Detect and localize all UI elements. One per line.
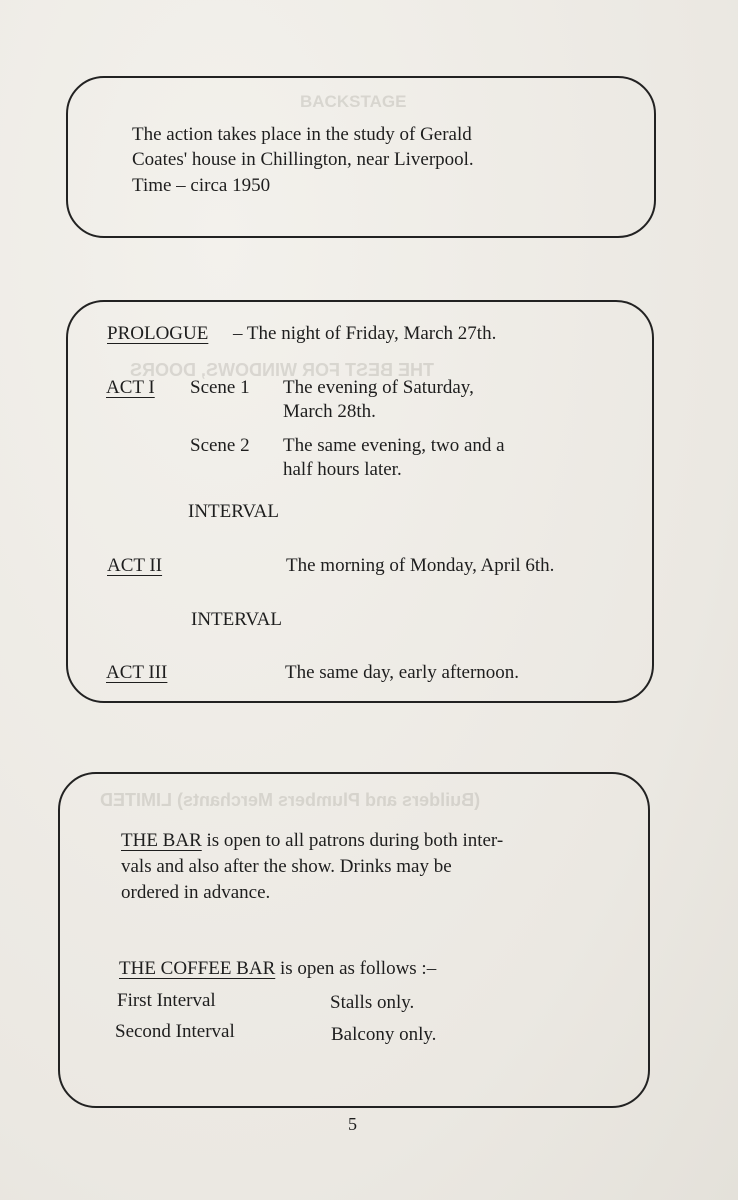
setting-line-3: Time – circa 1950 xyxy=(132,175,271,196)
act2-label: ACT II xyxy=(107,555,163,576)
prologue-label: PROLOGUE xyxy=(107,323,209,344)
bar-info-box xyxy=(58,772,650,1108)
reverse-show-through: (Builders and Plumbers Merchants) LIMITED xyxy=(100,790,481,810)
act3-label: ACT III xyxy=(106,662,168,683)
bar-line-1-rest: is open to all patrons during both inter- xyxy=(206,830,504,851)
act3-text: The same day, early afternoon. xyxy=(285,662,520,683)
reverse-show-through: THE BEST FOR WINDOWS, DOORS xyxy=(130,360,434,380)
interval-1: INTERVAL xyxy=(188,501,280,522)
bar-line-1 xyxy=(121,829,503,853)
coffee-bar-label: THE COFFEE BAR xyxy=(119,958,276,979)
act1-scene2-label: Scene 2 xyxy=(190,435,250,456)
setting-line-1: The action takes place in the study of Gerald xyxy=(132,124,472,145)
page-number: 5 xyxy=(348,1114,357,1134)
act1-scene2-line2: half hours later. xyxy=(283,459,402,480)
bar-label: THE BAR xyxy=(121,830,202,851)
act1-label: ACT I xyxy=(106,377,155,398)
act1-scene2-line1: The same evening, two and a xyxy=(283,435,505,456)
act1-scene1-line1: The evening of Saturday, xyxy=(283,377,474,398)
coffee-bar-line xyxy=(119,957,436,981)
prologue-text: – The night of Friday, March 27th. xyxy=(233,323,497,344)
second-interval-label: Second Interval xyxy=(115,1021,235,1042)
reverse-show-through: BACKSTAGE xyxy=(300,92,407,111)
second-interval-value: Balcony only. xyxy=(331,1024,437,1045)
act1-scene1-label: Scene 1 xyxy=(190,377,250,398)
setting-line-2: Coates' house in Chillington, near Liverpool. xyxy=(132,149,474,170)
first-interval-value: Stalls only. xyxy=(330,992,415,1013)
act1-scene1-line2: March 28th. xyxy=(283,401,376,422)
first-interval-label: First Interval xyxy=(117,990,216,1011)
coffee-bar-rest: is open as follows :– xyxy=(280,958,437,979)
acts-box xyxy=(66,300,654,703)
act2-text: The morning of Monday, April 6th. xyxy=(286,555,555,576)
bar-line-3: ordered in advance. xyxy=(121,882,271,903)
interval-2: INTERVAL xyxy=(191,609,283,630)
bar-line-2: vals and also after the show. Drinks may be xyxy=(121,856,452,877)
